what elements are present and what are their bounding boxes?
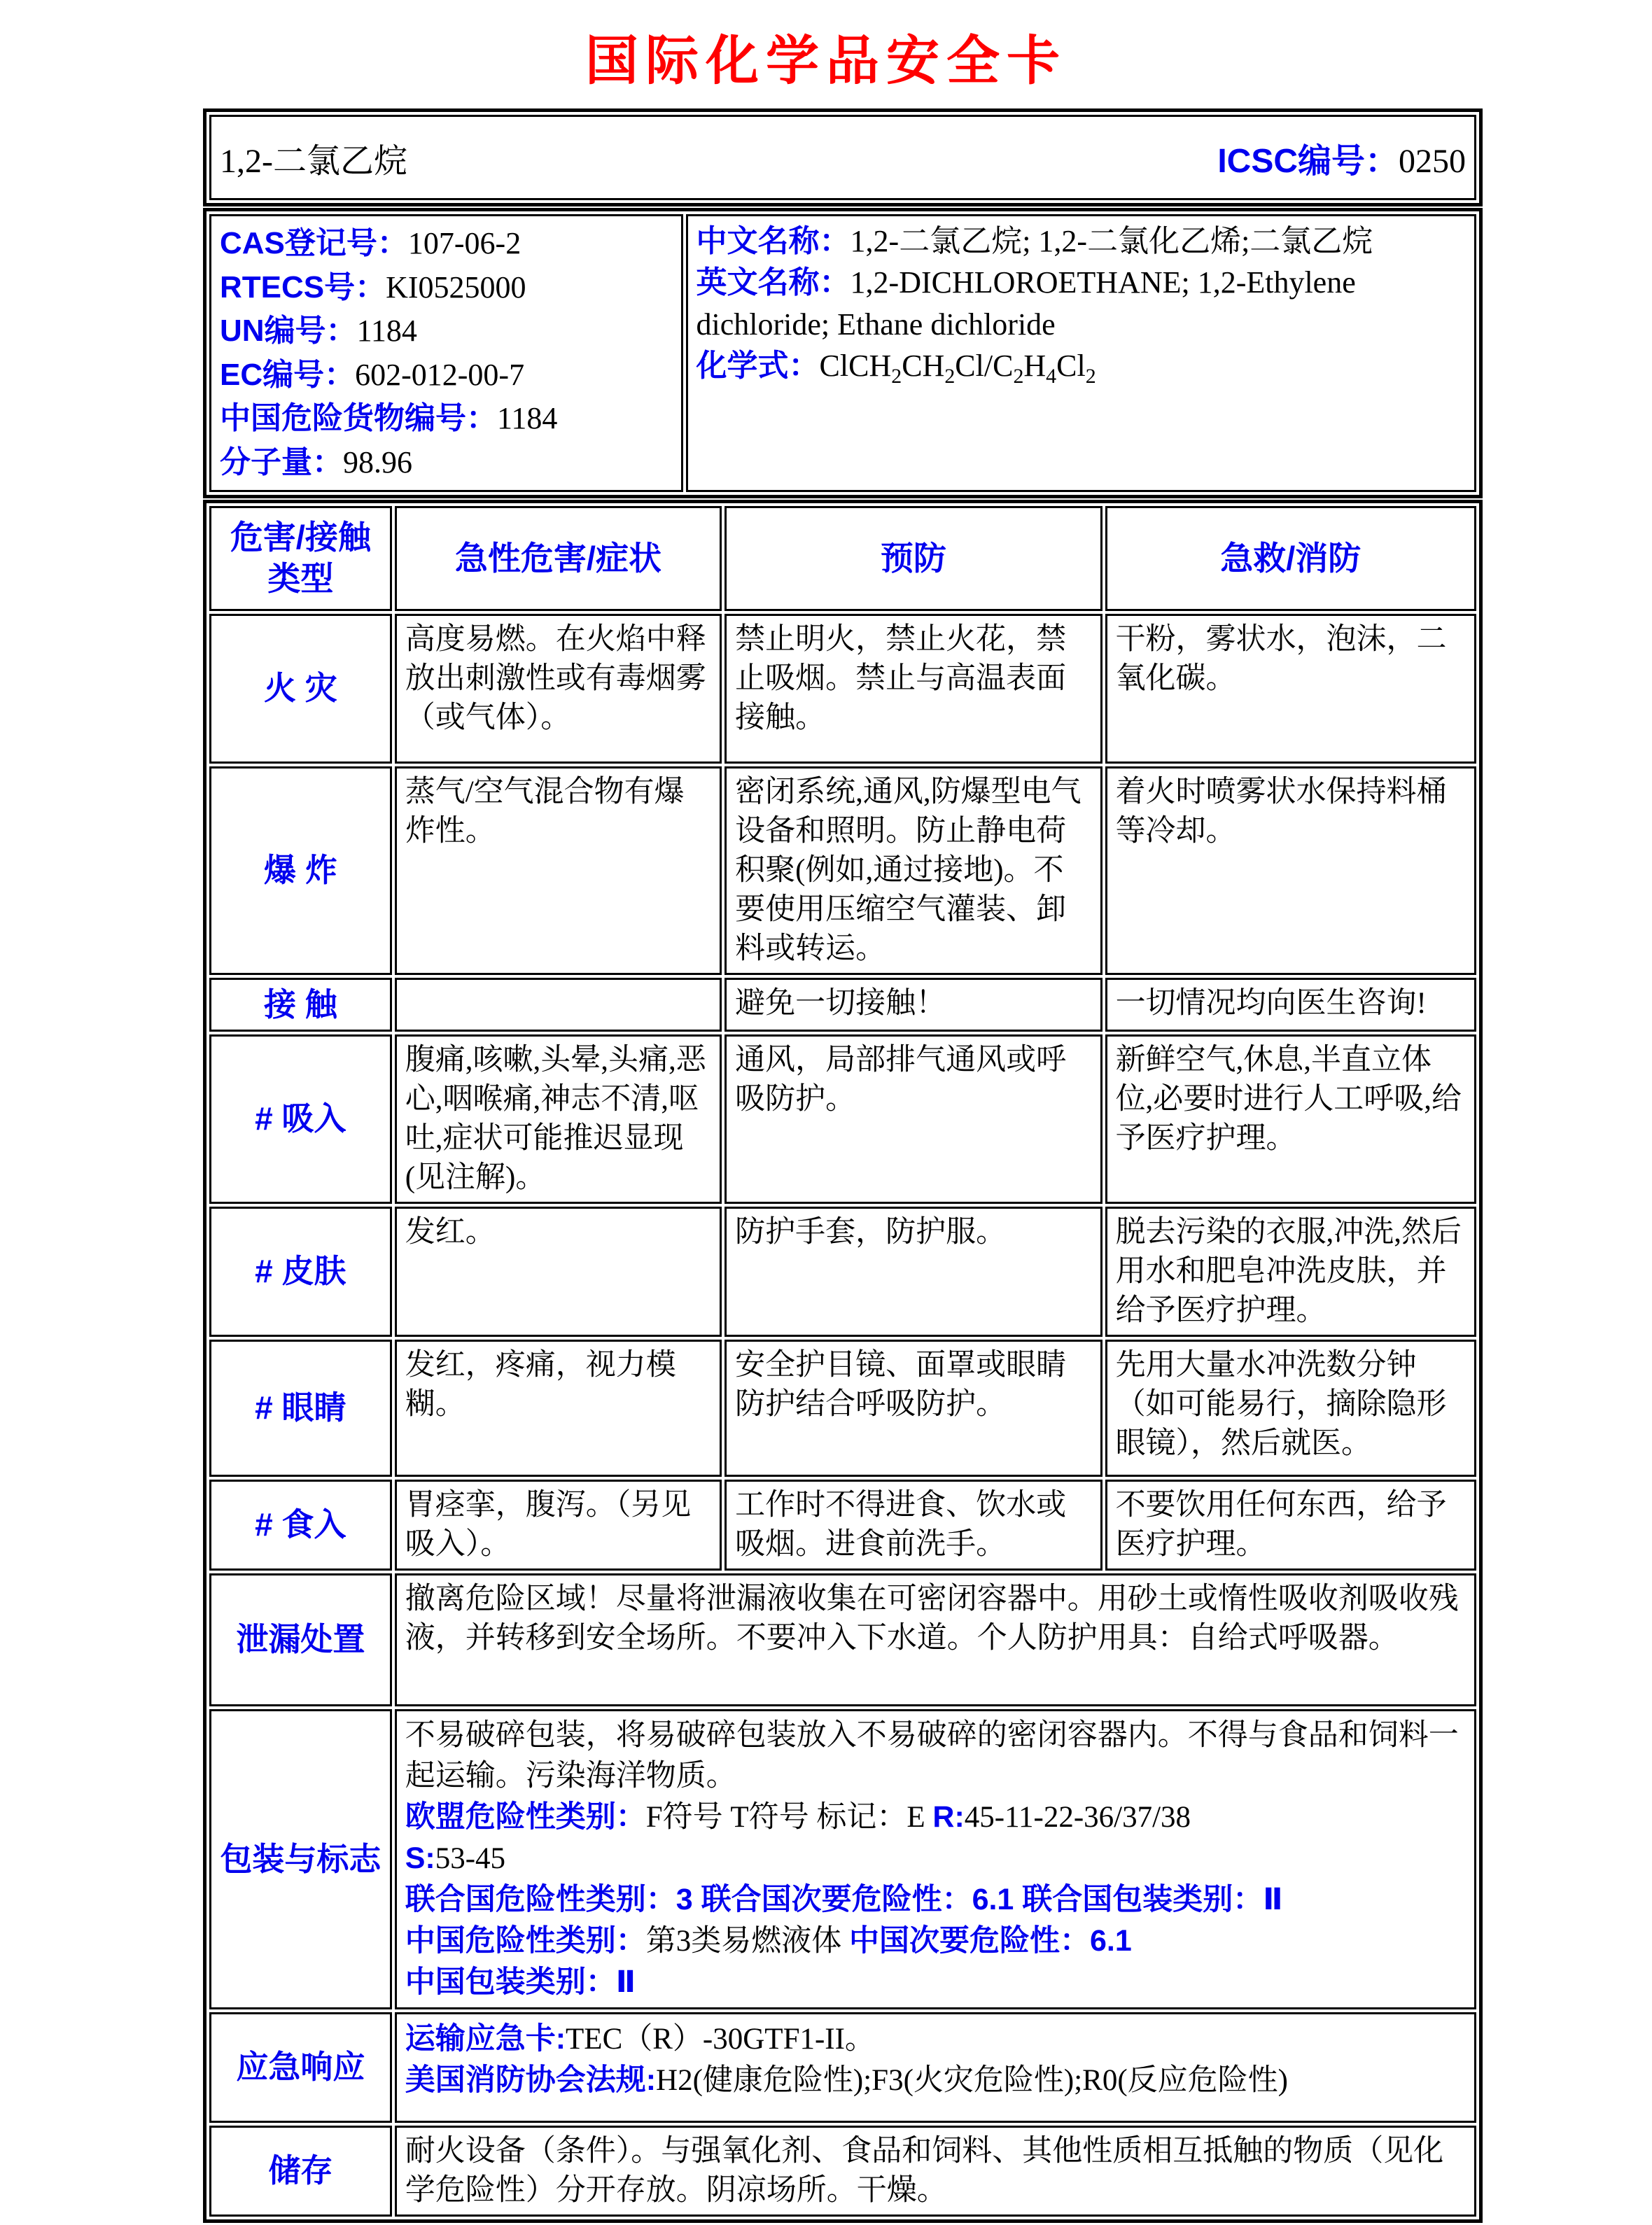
ingestion-prevention: 工作时不得进食、饮水或吸烟。进食前洗手。 [724, 1480, 1102, 1571]
row-label-packaging: 包装与标志 [209, 1709, 392, 2009]
ingestion-response: 不要饮用任何东西，给予医疗护理。 [1105, 1480, 1476, 1571]
ingestion-symptoms: 胃痉挛，腹泻。（另见吸入）。 [395, 1480, 722, 1571]
emergency-line-tec: 运输应急卡:TEC（R）-30GTF1-II。 [405, 2022, 875, 2056]
packaging-text-cell [395, 1709, 1476, 2009]
header-firstaid-firefighting: 急救/消防 [1105, 506, 1476, 611]
inhalation-response: 新鲜空气,休息,半直立体位,必要时进行人工呼吸,给予医疗护理。 [1105, 1034, 1476, 1204]
identifier-table [203, 208, 1483, 498]
skin-symptoms: 发红。 [395, 1207, 722, 1337]
ec-number-line [220, 355, 673, 396]
hazard-row-exposure [209, 978, 1476, 1032]
hazard-row-eyes [209, 1340, 1476, 1477]
spill-row [209, 1573, 1476, 1706]
rtecs-value: KI0525000 [386, 269, 526, 304]
eyes-prevention: 安全护目镜、面罩或眼睛防护结合呼吸防护。 [724, 1340, 1102, 1477]
header-hazard-type: 危害/接触 类型 [209, 506, 392, 611]
identifier-left-cell [209, 214, 683, 492]
hazard-row-fire [209, 614, 1476, 764]
chinese-name-line [696, 220, 1466, 262]
identifier-right-cell [686, 214, 1476, 492]
icsc-value: 0250 [1399, 142, 1466, 180]
inhalation-symptoms: 腹痛,咳嗽,头晕,头痛,恶心,咽喉痛,神志不清,呕吐,症状可能推迟显现(见注解)。 [395, 1034, 722, 1204]
explosion-symptoms: 蒸气/空气混合物有爆炸性。 [395, 766, 722, 974]
row-label-exposure: 接 触 [209, 978, 392, 1032]
row-label-explosion: 爆 炸 [209, 766, 392, 974]
cas-value: 107-06-2 [407, 226, 522, 260]
row-label-ingestion: # 食入 [209, 1480, 392, 1571]
eyes-response: 先用大量水冲洗数分钟（如可能易行，摘除隐形眼镜），然后就医。 [1105, 1340, 1476, 1477]
row-label-eyes: # 眼睛 [209, 1340, 392, 1477]
packaging-line-eu: 欧盟危险性类别：F符号 T符号 标记：E R:45-11-22-36/37/38 [405, 1799, 1191, 1834]
row-label-fire: 火 灾 [209, 614, 392, 764]
exposure-response: 一切情况均向医生咨询! [1105, 978, 1476, 1032]
explosion-response: 着火时喷雾状水保持料桶等冷却。 [1105, 766, 1476, 974]
formula-line [696, 345, 1466, 386]
header-acute-symptoms: 急性危害/症状 [395, 506, 722, 611]
fire-prevention: 禁止明火，禁止火花，禁止吸烟。禁止与高温表面接触。 [724, 614, 1102, 764]
formula-label: 化学式： [696, 349, 820, 384]
packaging-line: 不易破碎包装，将易破碎包装放入不易破碎的密闭容器内。不得与食品和饲料一起运输。污染海洋物质。 [405, 1718, 1459, 1792]
rtecs-label: RTECS号： [220, 269, 386, 304]
molweight-label: 分子量： [220, 444, 343, 479]
hazard-row-inhalation [209, 1034, 1476, 1204]
packaging-row [209, 1709, 1476, 2009]
english-name-line [696, 262, 1466, 345]
exposure-prevention: 避免一切接触！ [724, 978, 1102, 1032]
eyes-symptoms: 发红，疼痛，视力模糊。 [395, 1340, 722, 1477]
hazard-row-skin [209, 1207, 1476, 1337]
page-title: 国际化学品安全卡 [585, 32, 1067, 91]
hazard-header-row [209, 506, 1476, 611]
substance-name: 1,2-二氯乙烷 [220, 142, 407, 180]
packaging-line-china-pack: 中国包装类别：Ⅱ [405, 1965, 636, 2000]
un-number-line [220, 311, 673, 352]
formula-value: $ClCH_2CH_2Cl/C_2H_4Cl_2$ [819, 349, 1096, 388]
chinese-name-value: 1,2-二氯乙烷; 1,2-二氯化乙烯;二氯乙烷 [850, 224, 1373, 258]
english-name-label: 英文名称： [696, 265, 850, 300]
ec-label: EC编号： [220, 357, 356, 392]
row-label-spill: 泄漏处置 [209, 1573, 392, 1706]
card-header-table [203, 108, 1483, 206]
un-value: 1184 [356, 314, 417, 349]
chinese-name-label: 中文名称： [696, 224, 850, 258]
spill-text: 撤离危险区域！尽量将泄漏液收集在可密闭容器中。用砂土或惰性吸收剂吸收残液，并转移到安全场所。不要冲入下水道。个人防护用具：自给式呼吸器。 [395, 1573, 1476, 1706]
fire-response: 干粉，雾状水，泡沫，二氧化碳。 [1105, 614, 1476, 764]
molweight-line [220, 442, 673, 484]
emergency-row [209, 2012, 1476, 2123]
fire-symptoms: 高度易燃。在火焰中释放出刺激性或有毒烟雾（或气体）。 [395, 614, 722, 764]
packaging-line-china: 中国危险性类别：第3类易燃液体 中国次要危险性：6.1 [405, 1924, 1132, 1958]
hazard-table [203, 500, 1483, 2223]
china-dg-number-line [220, 398, 673, 440]
inhalation-prevention: 通风，局部排气通风或呼吸防护。 [724, 1034, 1102, 1204]
row-label-skin: # 皮肤 [209, 1207, 392, 1337]
packaging-line-s: S:53-45 [405, 1841, 506, 1875]
emergency-line-nfpa: 美国消防协会法规:H2(健康危险性);F3(火灾危险性);R0(反应危险性) [405, 2063, 1288, 2098]
china-dg-value: 1184 [497, 401, 558, 436]
molweight-value: 98.96 [343, 444, 412, 479]
ec-value: 602-012-00-7 [355, 357, 525, 392]
skin-prevention: 防护手套，防护服。 [724, 1207, 1102, 1337]
cas-label: CAS登记号： [220, 226, 408, 260]
header-prevention: 预防 [724, 506, 1102, 611]
hazard-row-explosion [209, 766, 1476, 974]
row-label-inhalation: # 吸入 [209, 1034, 392, 1204]
row-label-emergency: 应急响应 [209, 2012, 392, 2123]
icsc-label: ICSC编号： [1217, 142, 1399, 180]
card-header-bar [220, 121, 1466, 194]
row-label-storage: 储存 [209, 2126, 392, 2217]
china-dg-label: 中国危险货物编号： [220, 401, 497, 436]
rtecs-number-line [220, 267, 673, 309]
storage-row [209, 2126, 1476, 2217]
packaging-line-un: 联合国危险性类别：3 联合国次要危险性：6.1 联合国包装类别：Ⅱ [405, 1882, 1283, 1916]
icsc-number [1217, 134, 1466, 182]
explosion-prevention: 密闭系统,通风,防爆型电气设备和照明。防止静电荷积聚(例如,通过接地)。不要使用压缩空气灌装、卸料或转运。 [724, 766, 1102, 974]
card-content [203, 108, 1483, 2223]
un-label: UN编号： [220, 314, 357, 349]
skin-response: 脱去污染的衣服,冲洗,然后用水和肥皂冲洗皮肤，并给予医疗护理。 [1105, 1207, 1476, 1337]
exposure-symptoms [395, 978, 722, 1032]
emergency-text-cell [395, 2012, 1476, 2123]
english-name-value: 1,2-DICHLOROETHANE; 1,2-Ethylene dichloride; Ethane dichloride [696, 265, 1356, 342]
hazard-row-ingestion [209, 1480, 1476, 1571]
cas-number-line [220, 223, 673, 265]
storage-text: 耐火设备（条件）。与强氧化剂、食品和饲料、其他性质相互抵触的物质（见化学危险性）分开存放。阴凉场所。干燥。 [395, 2126, 1476, 2217]
